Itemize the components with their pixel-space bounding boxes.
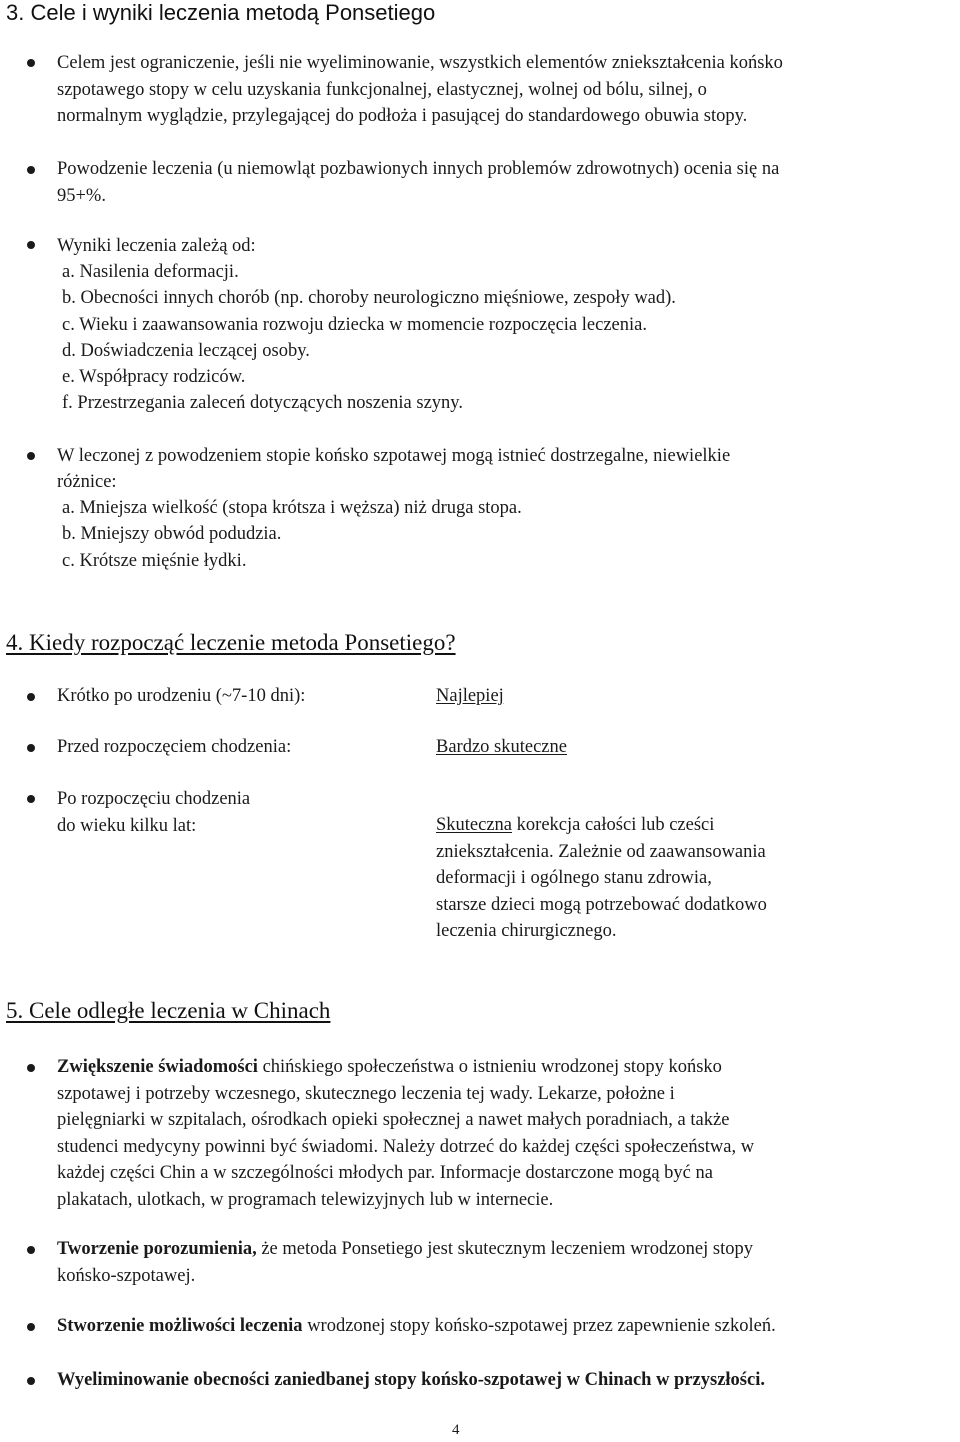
text-line bbox=[436, 812, 767, 839]
list-item: c. Krótsze mięśnie łydki. bbox=[62, 550, 247, 571]
timing-label-newborn: Krótko po urodzeniu (~7-10 dni): bbox=[57, 686, 306, 706]
bullet-dot bbox=[27, 1246, 35, 1254]
list-item: b. Obecności innych chorób (np. choroby neurologiczno mięśniowe, zespoły wad). bbox=[62, 288, 676, 309]
text-line: szpotawego stopy w celu uzyskania funkcjonalnej, elastycznej, wolnej od bólu, silnej, o bbox=[57, 79, 707, 100]
bold-text: Wyeliminowanie obecności zaniedbanej stopy końsko-szpotawej w Chinach w przyszłości. bbox=[57, 1370, 765, 1390]
text-line: szpotawej i potrzeby wczesnego, skutecznego leczenia tej wady. Lekarze, położne i bbox=[57, 1083, 675, 1104]
text-line: końsko-szpotawej. bbox=[57, 1265, 196, 1286]
page-number: 4 bbox=[452, 1422, 460, 1438]
bullet-dot bbox=[27, 795, 35, 803]
section-5-consensus bbox=[57, 1236, 947, 1289]
timing-value-before-walking: Bardzo skuteczne bbox=[436, 737, 567, 757]
text-fragment: korekcja całości lub cześci bbox=[512, 815, 715, 835]
text-line: do wieku kilku lat: bbox=[57, 815, 197, 836]
text-line bbox=[57, 1313, 947, 1340]
text-line: zniekształcenia. Zależnie od zaawansowania bbox=[436, 841, 766, 862]
text-line: studenci medycyny powinni być świadomi. Należy dotrzeć do każdej części społeczeństwa, w bbox=[57, 1136, 755, 1157]
text-line bbox=[57, 1054, 947, 1081]
text-fragment: że metoda Ponsetiego jest skutecznym leczeniem wrodzonej stopy bbox=[256, 1239, 753, 1259]
text-line: pielęgniarki w szpitalach, ośrodkach opieki społecznej a nawet małych poradniach, a także bbox=[57, 1110, 730, 1130]
bullet-dot bbox=[27, 1064, 35, 1072]
section-5-treatment-access bbox=[57, 1313, 947, 1340]
list-item: f. Przestrzegania zaleceń dotyczących noszenia szyny. bbox=[62, 393, 463, 414]
list-intro: Wyniki leczenia zależą od: bbox=[57, 236, 256, 256]
text-line: Celem jest ograniczenie, jeśli nie wyeliminowanie, wszystkich elementów zniekształcenia końsko bbox=[57, 53, 783, 73]
section-5-awareness bbox=[57, 1054, 947, 1213]
section-5-elimination bbox=[57, 1367, 947, 1394]
bold-text: Zwiększenie świadomości bbox=[57, 1057, 258, 1077]
list-item: a. Mniejsza wielkość (stopa krótsza i węższa) niż druga stopa. bbox=[62, 498, 522, 518]
timing-value-after-walking bbox=[436, 812, 767, 945]
bullet-dot bbox=[27, 59, 35, 67]
bullet-dot bbox=[27, 241, 35, 249]
section-3-paragraph-1 bbox=[57, 50, 947, 130]
bullet-dot bbox=[27, 452, 35, 460]
section-3-differences-intro bbox=[57, 443, 947, 496]
list-item: e. Współpracy rodziców. bbox=[62, 367, 246, 388]
text-line: różnice: bbox=[57, 472, 117, 493]
list-item: c. Wieku i zaawansowania rozwoju dziecka w momencie rozpoczęcia leczenia. bbox=[62, 314, 647, 335]
list-item: a. Nasilenia deformacji. bbox=[62, 262, 239, 282]
text-line: leczenia chirurgicznego. bbox=[436, 921, 617, 941]
text-line: Po rozpoczęciu chodzenia bbox=[57, 789, 251, 809]
text-line: starsze dzieci mogą potrzebować dodatkowo bbox=[436, 894, 767, 915]
text-line: każdej części Chin a w szczególności młodych par. Informacje dostarczone mogą być na bbox=[57, 1163, 713, 1183]
bullet-dot bbox=[27, 693, 35, 701]
emphasis-text: Skuteczna bbox=[436, 815, 513, 835]
section-3-paragraph-2 bbox=[57, 156, 947, 209]
bold-text: Stworzenie możliwości leczenia bbox=[57, 1316, 303, 1336]
text-line: normalnym wyglądzie, przylegającej do podłoża i pasującej do standardowego obuwia stopy. bbox=[57, 106, 748, 126]
bold-text: Tworzenie porozumienia, bbox=[57, 1239, 257, 1259]
list-item: d. Doświadczenia leczącej osoby. bbox=[62, 340, 310, 361]
section-3-results-list bbox=[57, 233, 947, 259]
bullet-dot bbox=[27, 744, 35, 752]
section-4-heading: 4. Kiedy rozpocząć leczenie metoda Ponsetiego? bbox=[6, 630, 456, 655]
section-3-heading: 3. Cele i wyniki leczenia metodą Ponsetiego bbox=[6, 0, 436, 25]
text-line: 95+%. bbox=[57, 185, 106, 206]
list-item: b. Mniejszy obwód podudzia. bbox=[62, 524, 282, 545]
text-line: deformacji i ogólnego stanu zdrowia, bbox=[436, 868, 712, 888]
bullet-dot bbox=[27, 166, 35, 174]
timing-label-before-walking: Przed rozpoczęciem chodzenia: bbox=[57, 737, 292, 757]
section-5-heading: 5. Cele odległe leczenia w Chinach bbox=[6, 998, 331, 1023]
bullet-dot bbox=[27, 1323, 35, 1331]
bullet-dot bbox=[27, 1377, 35, 1385]
text-line: plakatach, ulotkach, w programach telewizyjnych lub w internecie. bbox=[57, 1189, 554, 1210]
text-fragment: chińskiego społeczeństwa o istnieniu wrodzonej stopy końsko bbox=[257, 1057, 722, 1077]
text-line bbox=[57, 1236, 947, 1263]
text-line: W leczonej z powodzeniem stopie końsko szpotawej mogą istnieć dostrzegalne, niewielkie bbox=[57, 446, 731, 466]
text-fragment: wrodzonej stopy końsko-szpotawej przez zapewnienie szkoleń. bbox=[302, 1316, 776, 1336]
text-line: Powodzenie leczenia (u niemowląt pozbawionych innych problemów zdrowotnych) ocenia się na bbox=[57, 159, 780, 179]
section-3-results-items bbox=[62, 259, 952, 417]
timing-value-newborn: Najlepiej bbox=[436, 686, 504, 706]
timing-label-after-walking bbox=[57, 786, 250, 839]
section-3-differences-items bbox=[62, 495, 952, 574]
